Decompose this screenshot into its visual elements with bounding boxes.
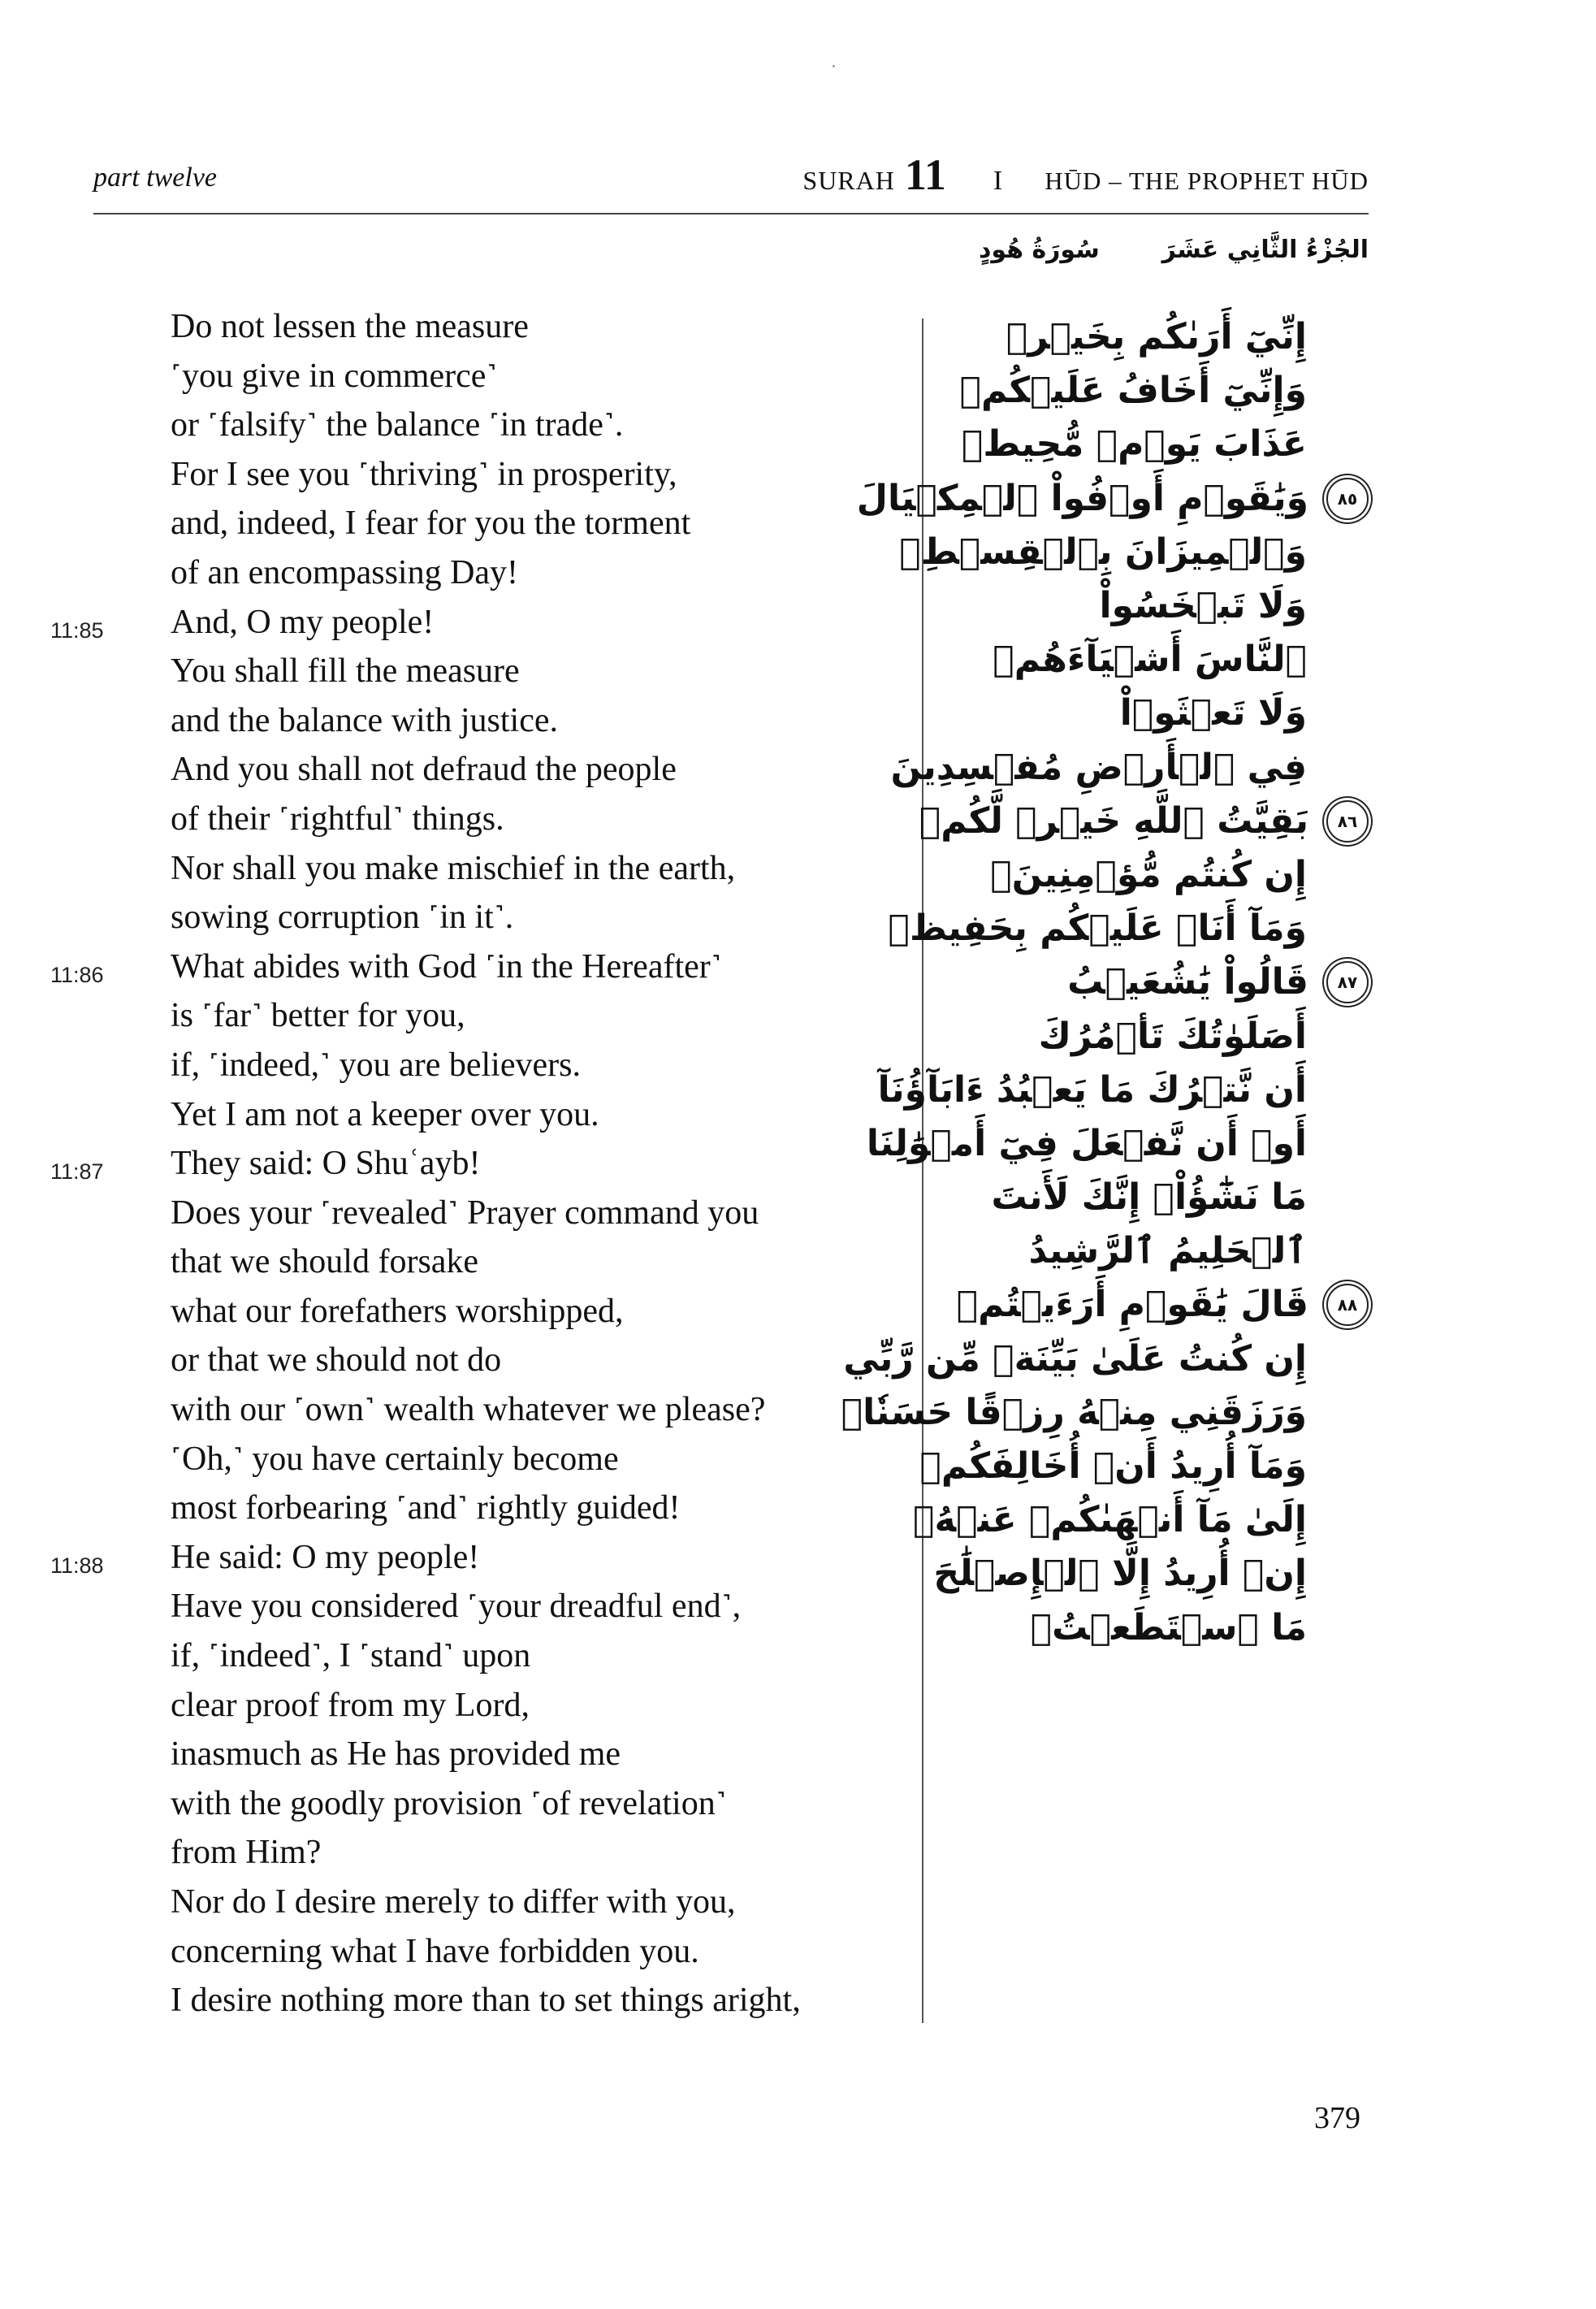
verse-number xyxy=(50,1878,171,1927)
arabic-line xyxy=(890,741,1369,795)
arabic-line xyxy=(926,848,1369,902)
verse-number xyxy=(50,844,171,894)
verse-number xyxy=(50,1287,171,1336)
arabic-line xyxy=(926,955,1369,1009)
translation-line xyxy=(50,1730,801,1779)
arabic-verse-text: بَقِيَّتُ ٱللَّهِ خَيۡرٞ لَّكُمۡ xyxy=(919,799,1308,842)
translation-text: They said: O Shuʿayb! xyxy=(171,1145,481,1183)
verse-number xyxy=(50,1779,171,1829)
arabic-verse-text: وَمَآ أُرِيدُ أَنۡ أُخَالِفَكُمۡ xyxy=(919,1445,1307,1488)
arabic-line xyxy=(926,1278,1369,1332)
translation-text: and the balance with justice. xyxy=(171,701,558,739)
verse-number xyxy=(50,1090,171,1140)
arabic-verse-text: إِلَىٰ مَآ أَنۡهَىٰكُمۡ عَنۡهُۚ xyxy=(913,1499,1307,1541)
surah-number: 11 xyxy=(904,150,946,199)
verse-number xyxy=(50,1435,171,1484)
arabic-verse-text: أَوۡ أَن نَّفۡعَلَ فِيٓ أَمۡوَٰلِنَا xyxy=(866,1122,1307,1164)
arabic-line xyxy=(888,902,1369,955)
verse-number xyxy=(50,1385,171,1435)
translation-text: with our ˹own˺ wealth whatever we please? xyxy=(171,1391,766,1429)
running-head-surah xyxy=(802,149,1369,200)
arabic-line xyxy=(919,795,1369,848)
translation-line xyxy=(50,499,801,548)
verse-number xyxy=(50,696,171,746)
translation-text: You shall fill the measure xyxy=(171,652,520,691)
translation-line xyxy=(50,1484,801,1533)
translation-line xyxy=(50,893,801,942)
translation-text: inasmuch as He has provided me xyxy=(171,1735,621,1774)
verse-number xyxy=(50,991,171,1041)
surah-word: SURAH xyxy=(802,166,895,195)
arabic-line xyxy=(899,526,1369,579)
english-translation-column xyxy=(50,302,801,2025)
translation-text: is ˹far˺ better for you, xyxy=(171,997,465,1035)
arabic-verse-text: وَلَا تَبۡخَسُواْ xyxy=(1099,585,1307,627)
translation-line xyxy=(50,696,801,746)
translation-line xyxy=(50,1385,801,1435)
verse-number xyxy=(50,1189,171,1238)
arabic-line xyxy=(877,1064,1369,1117)
verse-number xyxy=(50,401,171,450)
verse-number xyxy=(50,1484,171,1533)
verse-number: 11:86 xyxy=(50,962,104,987)
translation-line xyxy=(50,1139,801,1189)
translation-text: Nor do I desire merely to differ with you, xyxy=(171,1883,736,1921)
arabic-line xyxy=(926,1171,1369,1224)
arabic-verse-text: فِي ٱلۡأَرۡضِ مُفۡسِدِينَ xyxy=(890,746,1307,788)
translation-text: of an encompassing Day! xyxy=(171,553,519,591)
translation-text: And, O my people! xyxy=(171,603,435,641)
translation-text: What abides with God ˹in the Hereafter˺ xyxy=(171,947,722,986)
translation-line xyxy=(50,1828,801,1878)
verse-marker-icon: ٨٧ xyxy=(1326,961,1369,1003)
translation-line xyxy=(50,1237,801,1287)
verse-number: 11:88 xyxy=(50,1553,104,1578)
column-divider xyxy=(922,318,923,2023)
translation-line xyxy=(50,1878,801,1927)
arabic-verse-text: إِن كُنتُم مُّؤۡمِنِينَۚ xyxy=(990,853,1307,895)
translation-line xyxy=(50,1927,801,1977)
header-rule xyxy=(93,213,1369,214)
verse-number xyxy=(50,352,171,401)
arabic-line xyxy=(926,633,1369,687)
arabic-verse-text: أَن نَّتۡرُكَ مَا يَعۡبُدُ ءَابَآؤُنَآ xyxy=(877,1068,1307,1111)
arabic-line xyxy=(866,1117,1369,1171)
translation-text: Nor shall you make mischief in the earth, xyxy=(171,849,736,887)
translation-line xyxy=(50,844,801,894)
translation-text: if, ˹indeed,˺ you are believers. xyxy=(171,1046,581,1084)
verse-marker-icon: ٨٨ xyxy=(1326,1284,1369,1326)
top-dot xyxy=(833,65,835,67)
arabic-line xyxy=(926,687,1369,740)
arabic-verse-text: إِن كُنتُ عَلَىٰ بَيِّنَةٖ مِّن رَّبِّي xyxy=(843,1337,1307,1380)
translation-line xyxy=(50,548,801,598)
verse-number xyxy=(50,893,171,942)
translation-text: of their ˹rightful˺ things. xyxy=(171,799,504,838)
translation-line xyxy=(50,745,801,795)
verse-marker-icon: ٨٦ xyxy=(1326,800,1369,843)
translation-line xyxy=(50,1435,801,1484)
arabic-verse-text: ٱلۡحَلِيمُ ٱلرَّشِيدُ xyxy=(1028,1230,1307,1272)
translation-line xyxy=(50,401,801,450)
translation-line xyxy=(50,1336,801,1385)
translation-line xyxy=(50,1287,801,1336)
translation-text: I desire nothing more than to set things aright, xyxy=(171,1982,801,2020)
verse-number xyxy=(50,499,171,548)
translation-text: or that we should not do xyxy=(171,1341,502,1380)
arabic-verse-text: وَرَزَقَنِي مِنۡهُ رِزۡقًا حَسَنٗاۚ xyxy=(841,1391,1307,1433)
arabic-line xyxy=(926,579,1369,633)
translation-line xyxy=(50,598,801,648)
verse-number xyxy=(50,1237,171,1287)
verse-number: 11:85 xyxy=(50,617,104,643)
translation-text: For I see you ˹thriving˺ in prosperity, xyxy=(171,455,677,493)
arabic-verse-text: قَالَ يَٰقَوۡمِ أَرَءَيۡتُمۡ xyxy=(956,1284,1308,1326)
arabic-verse-text: إِنۡ أُرِيدُ إِلَّا ٱلۡإِصۡلَٰحَ xyxy=(933,1553,1307,1595)
verse-number xyxy=(50,1730,171,1779)
translation-line xyxy=(50,1189,801,1238)
arabic-verse-text: أَصَلَوٰتُكَ تَأۡمُرُكَ xyxy=(1038,1015,1307,1057)
arabic-line xyxy=(843,1332,1369,1386)
verse-number xyxy=(50,302,171,352)
translation-text: Yet I am not a keeper over you. xyxy=(171,1095,599,1133)
translation-text: if, ˹indeed˺, I ˹stand˺ upon xyxy=(171,1637,531,1675)
arabic-part-label: الجُزْءُ الثَّانِي عَشَرَ xyxy=(1161,236,1369,264)
verse-number xyxy=(50,1681,171,1731)
verse-marker-icon: ٨٥ xyxy=(1326,478,1369,520)
running-head-part: part twelve xyxy=(93,162,218,193)
translation-text: ˹you give in commerce˺ xyxy=(171,357,498,395)
arabic-line xyxy=(841,1386,1369,1440)
translation-text: And you shall not defraud the people xyxy=(171,751,677,789)
verse-number xyxy=(50,1828,171,1878)
arabic-verse-text: إِنِّيٓ أَرَىٰكُم بِخَيۡرٖ xyxy=(1006,316,1307,358)
page-number: 379 xyxy=(1314,2101,1360,2135)
translation-line xyxy=(50,647,801,696)
arabic-verse-text: مَا نَشَٰٓؤُاْۖ إِنَّكَ لَأَنتَ xyxy=(991,1176,1307,1219)
arabic-line xyxy=(926,310,1369,364)
arabic-line xyxy=(926,364,1369,418)
translation-text: and, indeed, I fear for you the torment xyxy=(171,505,691,543)
arabic-verse-text: قَالُواْ يَٰشُعَيۡبُ xyxy=(1067,961,1308,1003)
header-separator: I xyxy=(993,166,1003,196)
translation-text: from Him? xyxy=(171,1834,322,1872)
arabic-verse-text: مَا ٱسۡتَطَعۡتُۚ xyxy=(1030,1606,1307,1648)
translation-line xyxy=(50,1090,801,1140)
verse-number xyxy=(50,548,171,598)
translation-line xyxy=(50,795,801,844)
arabic-line xyxy=(926,1224,1369,1278)
verse-number xyxy=(50,450,171,500)
translation-line xyxy=(50,991,801,1041)
arabic-verse-text: وَلَا تَعۡثَوۡاْ xyxy=(1119,692,1307,734)
translation-text: concerning what I have forbidden you. xyxy=(171,1932,699,1970)
arabic-verse-text: عَذَابَ يَوۡمٖ مُّحِيطٖ xyxy=(961,423,1307,466)
translation-line xyxy=(50,1631,801,1681)
translation-line xyxy=(50,1041,801,1090)
translation-text: Does your ˹revealed˺ Prayer command you xyxy=(171,1193,759,1232)
arabic-line xyxy=(926,1009,1369,1063)
arabic-verse-text: ٱلنَّاسَ أَشۡيَآءَهُمۡ xyxy=(993,639,1307,681)
translation-text: that we should forsake xyxy=(171,1243,479,1281)
verse-number xyxy=(50,1631,171,1681)
translation-text: or ˹falsify˺ the balance ˹in trade˺. xyxy=(171,406,624,444)
arabic-text-column xyxy=(841,310,1369,1655)
translation-line xyxy=(50,450,801,500)
translation-text: with the goodly provision ˹of revelation˺ xyxy=(171,1784,727,1822)
verse-number xyxy=(50,795,171,844)
translation-line xyxy=(50,1533,801,1583)
translation-line xyxy=(50,1779,801,1829)
translation-text: He said: O my people! xyxy=(171,1538,480,1576)
arabic-line xyxy=(926,418,1369,471)
verse-number xyxy=(50,1336,171,1385)
translation-line xyxy=(50,1582,801,1631)
translation-text: sowing corruption ˹in it˺. xyxy=(171,899,514,937)
surah-name: HŪD – THE PROPHET HŪD xyxy=(1045,167,1369,195)
arabic-running-head xyxy=(979,236,1369,264)
arabic-line xyxy=(913,1493,1369,1547)
verse-number xyxy=(50,1041,171,1090)
translation-line xyxy=(50,1976,801,2025)
translation-text: Have you considered ˹your dreadful end˺, xyxy=(171,1588,742,1626)
arabic-line xyxy=(919,1440,1369,1493)
verse-number xyxy=(50,1582,171,1631)
arabic-verse-text: وَيَٰقَوۡمِ أَوۡفُواْ ٱلۡمِكۡيَالَ xyxy=(856,477,1308,519)
arabic-line xyxy=(856,472,1369,526)
arabic-line xyxy=(926,1601,1369,1655)
verse-number xyxy=(50,647,171,696)
translation-text: Do not lessen the measure xyxy=(171,308,529,345)
verse-number: 11:87 xyxy=(50,1159,104,1185)
arabic-verse-text: وَمَآ أَنَا۠ عَلَيۡكُم بِحَفِيظٖ xyxy=(888,908,1307,950)
translation-line xyxy=(50,1681,801,1731)
arabic-verse-text: وَإِنِّيٓ أَخَافُ عَلَيۡكُمۡ xyxy=(959,370,1307,412)
arabic-surah-label: سُورَةُ هُودٍ xyxy=(979,236,1100,264)
arabic-line xyxy=(926,1547,1369,1601)
verse-number xyxy=(50,1976,171,2025)
translation-text: what our forefathers worshipped, xyxy=(171,1292,624,1330)
translation-line xyxy=(50,302,801,352)
verse-number xyxy=(50,1927,171,1977)
translation-line xyxy=(50,352,801,401)
translation-text: most forbearing ˹and˺ rightly guided! xyxy=(171,1489,681,1527)
arabic-verse-text: وَٱلۡمِيزَانَ بِٱلۡقِسۡطِۖ xyxy=(899,531,1307,573)
translation-text: ˹Oh,˺ you have certainly become xyxy=(171,1440,619,1478)
translation-text: clear proof from my Lord, xyxy=(171,1686,530,1724)
translation-line xyxy=(50,942,801,992)
verse-number xyxy=(50,745,171,795)
